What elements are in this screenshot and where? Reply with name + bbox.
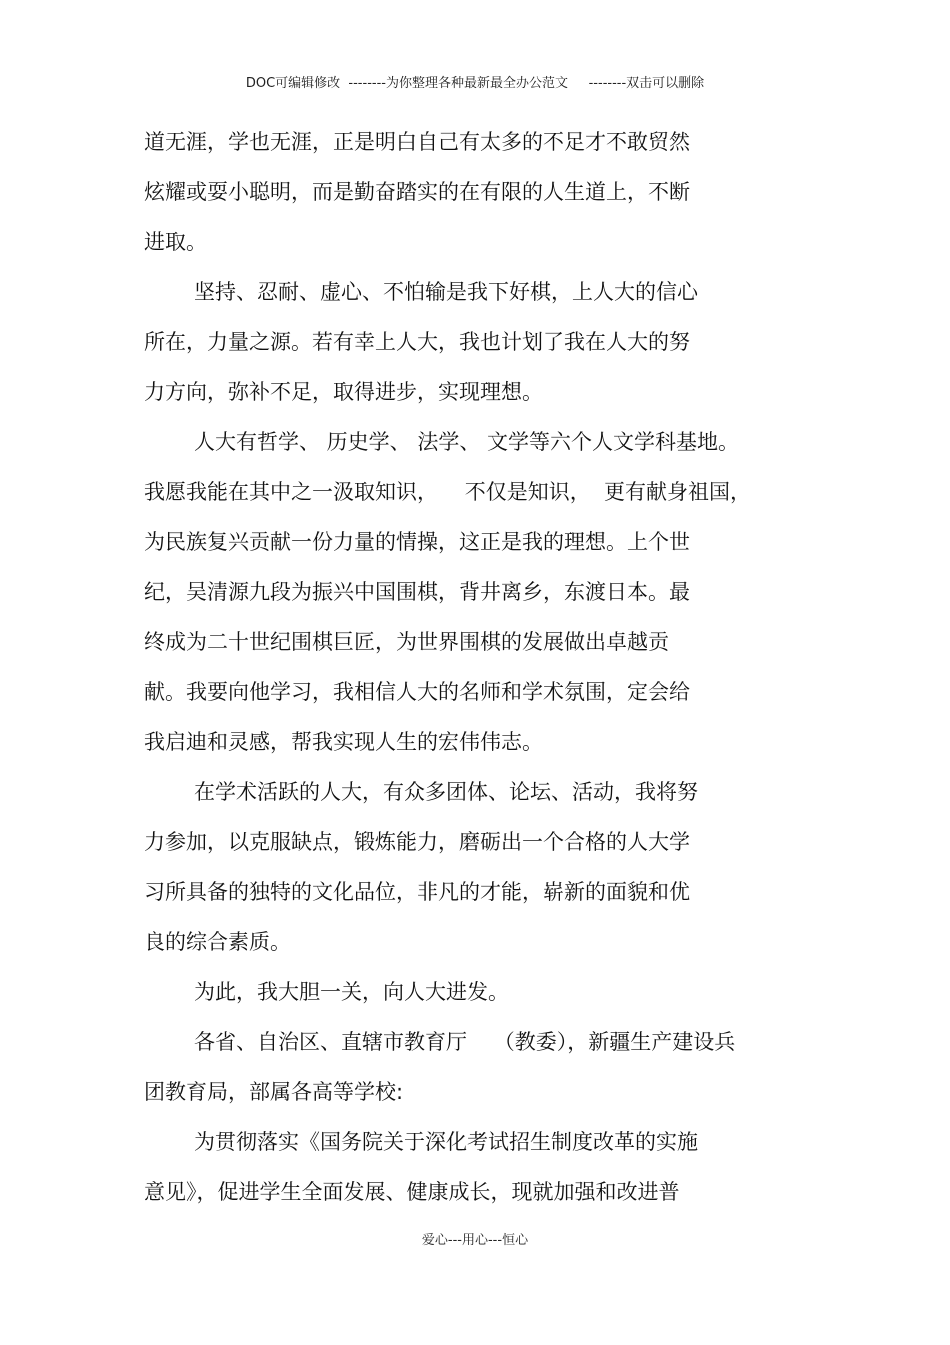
text-line: 人大有哲学、 历史学、 法学、 文学等六个人文学科基地。 — [194, 430, 740, 454]
text-line: 我愿我能在其中之一汲取知识， 不仅是知识， 更有献身祖国， — [144, 480, 752, 504]
text-line: 意见》，促进学生全面发展、健康成长，现就加强和改进普 — [144, 1180, 680, 1204]
text-line: 献。我要向他学习，我相信人大的名师和学术氛围，定会给 — [144, 680, 690, 704]
text-line: 终成为二十世纪围棋巨匠，为世界围棋的发展做出卓越贡 — [144, 630, 669, 654]
text-line: 习所具备的独特的文化品位，非凡的才能，崭新的面貌和优 — [144, 880, 690, 904]
text-line: 良的综合素质。 — [144, 930, 291, 954]
text-line: 所在，力量之源。若有幸上人大，我也计划了我在人大的努 — [144, 330, 690, 354]
text-line: 进取。 — [144, 230, 207, 254]
text-line: 团教育局，部属各高等学校: — [144, 1080, 404, 1104]
text-line: 在学术活跃的人大，有众多团体、论坛、活动，我将努 — [194, 780, 698, 804]
text-line: 为贯彻落实《国务院关于深化考试招生制度改革的实施 — [194, 1130, 698, 1154]
page-footer: 爱心---用心---恒心 — [421, 1233, 529, 1248]
text-line: 炫耀或耍小聪明，而是勤奋踏实的在有限的人生道上，不断 — [144, 180, 690, 204]
text-line: 道无涯，学也无涯，正是明白自己有太多的不足才不敢贸然 — [144, 130, 690, 154]
text-line: 我启迪和灵感，帮我实现人生的宏伟伟志。 — [144, 730, 543, 754]
text-line: 力方向，弥补不足，取得进步，实现理想。 — [144, 380, 543, 404]
text-line: 为民族复兴贡献一份力量的情操，这正是我的理想。上个世 — [144, 530, 690, 554]
text-line: 力参加，以克服缺点，锻炼能力，磨砺出一个合格的人大学 — [144, 830, 690, 854]
text-line: 各省、自治区、直辖市教育厅 （教委），新疆生产建设兵 — [194, 1030, 736, 1054]
text-line: 坚持、忍耐、虚心、不怕输是我下好棋，上人大的信心 — [194, 280, 698, 304]
text-line: 为此，我大胆一关，向人大进发。 — [194, 980, 509, 1004]
page-header: DOC可编辑修改 --------为你整理各种最新最全办公范文 --------双击可以删除 — [245, 76, 705, 91]
text-line: 纪，吴清源九段为振兴中国围棋，背井离乡，东渡日本。最 — [144, 580, 690, 604]
